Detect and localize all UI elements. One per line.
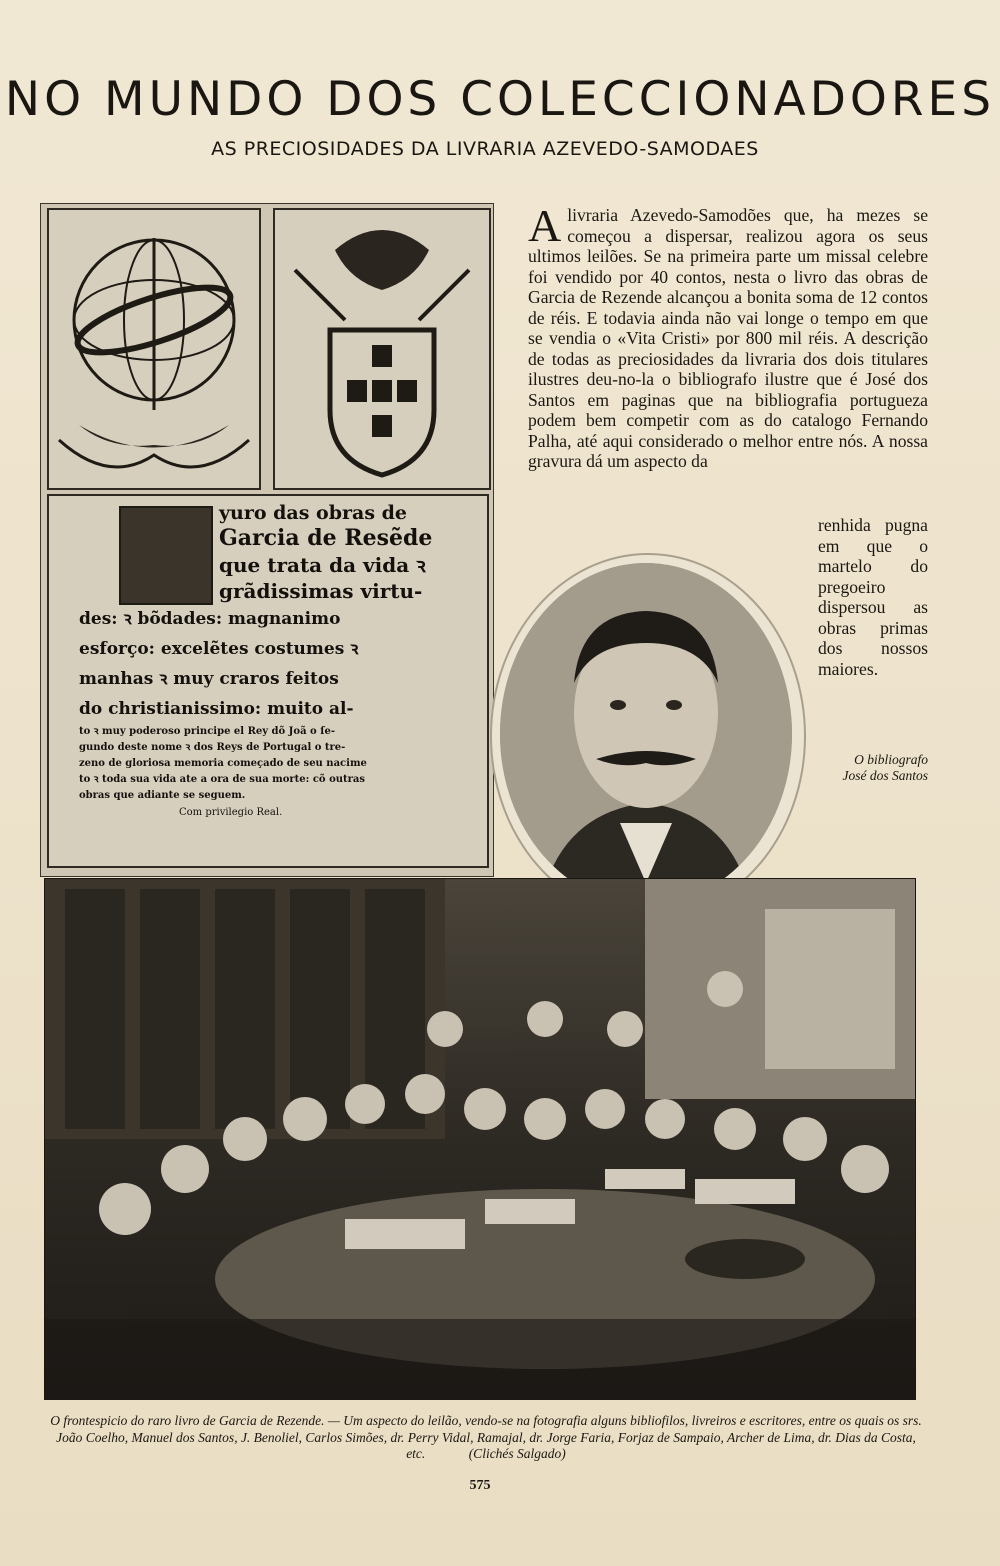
photo-credit: (Clichés Salgado)	[468, 1446, 566, 1461]
article-body-continued: renhida pugna em que o martelo do pregoeiro dispersou as obras primas dos nossos maiores.	[818, 515, 928, 679]
auction-scene-image	[45, 879, 915, 1399]
auction-photo	[44, 878, 916, 1400]
coat-of-arms-panel	[273, 208, 491, 490]
page-number: 575	[469, 1478, 491, 1493]
coat-of-arms-icon	[275, 210, 489, 488]
man-portrait-icon	[500, 563, 792, 905]
portrait-caption: O bibliografo José dos Santos	[842, 752, 928, 783]
page-subtitle: AS PRECIOSIDADES DA LIVRARIA AZEVEDO-SAMODAES	[211, 138, 759, 160]
article-text: livraria Azevedo-Samodões que, ha mezes se começou a dispersar, realizou agora os seus ultimos leilões. Se na primeira parte um missal celebre foi vendido por 40 contos, nesta o livro das obras de Garcia de Rezende alcançou a bonita soma de 12 contos de réis. E todavia ainda não vai longe o tempo em que se vendia o «Vita Cristi» por 800 mil réis. A descrição de todas as preciosidades da livraria dos dois titulares ilustres deu-no-la o bibliografo ilustre que é José dos Santos em paginas que na bibliografia portugueza podem bem competir com as do catalogo Fernando Palha, até aqui considerado o melhor entre nós. A nossa gravura dá um aspecto da	[528, 205, 928, 471]
portrait-photo	[500, 563, 792, 905]
armillary-sphere-icon	[49, 210, 259, 488]
drop-cap: A	[528, 200, 562, 251]
title-page-panel	[47, 494, 489, 868]
frontispiece-woodcut	[40, 203, 494, 877]
photo-caption: O frontespicio do raro livro de Garcia de Rezende. — Um aspecto do leilão, vendo-se na fotografia alguns bibliofilos, livreiros e escritores, entre os quais os srs. João Coelho, Manuel dos Santos, J. Benoliel, Carlos Simões, dr. Perry Vidal, Ramajal, dr. Jorge Faria, Forjaz de Sampaio, Archer de Lima, dr. Dias da Costa, etc. (Clichés Salgado)	[50, 1413, 922, 1461]
article-body	[528, 200, 928, 472]
page-title: NO MUNDO DOS COLECCIONADORES	[4, 72, 996, 127]
title-page-text: yuro das obras de Garcia de Resẽde que trata da vida ꝛ grãdissimas virtu- des: ꝛ bõdades: magnanimo esforço: excelẽtes costumes ꝛ manhas ꝛ muy craros feitos do christianissimo: muito al- to ꝛ muy poderoso principe el Rey dõ Joã o ſe- gundo deste nome ꝛ dos Reys de Portugal o tre- zeno de gloriosa memoria começado de seu nacime to ꝛ toda sua vida ate a ora de sua morte: cõ outras obras que adiante se seguem. Com privilegio Real.	[79, 502, 433, 818]
armillary-sphere-panel	[47, 208, 261, 490]
